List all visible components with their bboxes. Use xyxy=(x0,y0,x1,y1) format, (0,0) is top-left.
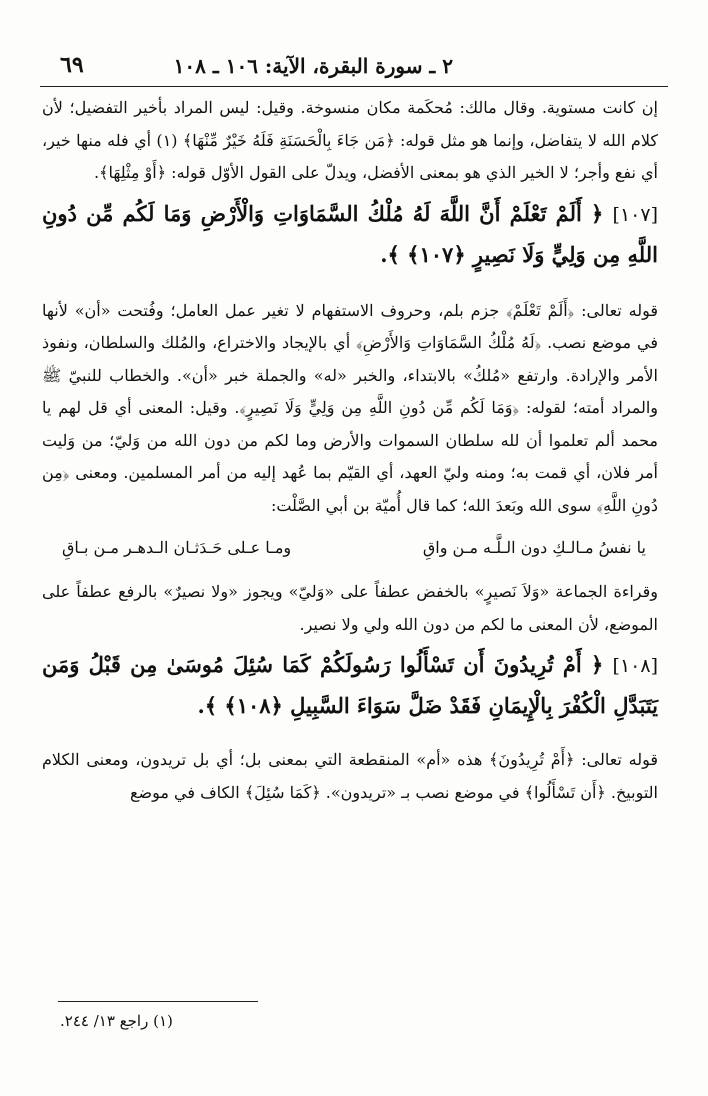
running-title: ٢ ـ سورة البقرة، الآية: ١٠٦ ـ ١٠٨ xyxy=(173,54,453,78)
page-header xyxy=(40,50,668,87)
paragraph-4: قوله تعالى: ﴿أَمْ تُرِيدُونَ﴾ هذه «أم» المنقطعة التي بمعنى بل؛ أي بل تريدون، ومعنى الكلام التوبيخ. ﴿أَن تَسْأَلُوا﴾ في موضع نصب بـ «تريدون». ﴿كَمَا سُئِلَ﴾ الكاف في موضع xyxy=(42,750,658,802)
poem-second-hemistich: ومـا عـلى حَـدَثـان الـدهـر مـن بـاقِ xyxy=(62,538,292,557)
paragraph-3: وقراءة الجماعة «وَلاَ نَصيرٍ» بالخفض عطفاً على «وَليّ» ويجوز «ولا نصيرٌ» بالرفع عطفاً على الموضع، لأن المعنى ما لكم من دون الله ولي ولا نصير. xyxy=(42,582,658,634)
verse-107-text: ﴿ أَلَمْ تَعْلَمْ أَنَّ اللَّهَ لَهُ مُلْكُ السَّمَاوَاتِ وَالْأَرْضِ وَمَا لَكُم مِّن دُونِ اللَّهِ مِن وَلِيٍّ وَلَا نَصِيرٍ ﴿١٠٧﴾ ﴾. xyxy=(42,200,658,267)
verse-108-text: ﴿ أَمْ تُرِيدُونَ أَن تَسْأَلُوا رَسُولَكُمْ كَمَا سُئِلَ مُوسَىٰ مِن قَبْلُ وَمَن يَتَبَدَّلِ الْكُفْرَ بِالْإِيمَانِ فَقَدْ ضَلَّ سَوَاءَ السَّبِيلِ ﴿١٠٨﴾ ﴾. xyxy=(42,652,658,718)
footnote: (١) راجع ١٣/ ٢٤٤. xyxy=(60,1012,173,1030)
paragraph-2: قوله تعالى: ﴿أَلَمْ تَعْلَمْ﴾ جزم بلم، وحروف الاستفهام لا تغير عمل العامل؛ وفُتحت «أن» لأنها في موضع نصب. ﴿لَهُ مُلْكُ السَّمَاوَاتِ وَالأَرْضِ﴾ أي بالإيجاد والاختراع، والمُلك والسلطان، ونفوذ الأمر والإرادة. وارتفع «مُلكُ» بالابتداء، والخبر «له» والجملة خبر «أن». والخطاب للنبيّ ﷺ والمراد أمته؛ لقوله: ﴿وَمَا لَكُم مِّن دُونِ اللَّهِ مِن وَلِيٍّ وَلَا نَصِيرٍ﴾. وقيل: المعنى أي قل لهم يا محمد ألم تعلموا أن لله سلطان السموات والأرض وما لكم من دون الله من وَليّ؛ من وَليت أمر فلان، أي قمت به؛ ومنه وليّ العهد، أي القيّم بما عُهد إليه من أمر المسلمين. ومعنى ﴿مِن دُونِ اللَّهِ﴾ سوى الله وبَعدَ الله؛ كما قال أُميّة بن أبي الصَّلْت: xyxy=(42,300,658,515)
footnote-divider xyxy=(58,1001,258,1002)
verse-108 xyxy=(42,645,658,726)
poem-first-hemistich: يا نفسُ مـالـكِ دون الـلَّـه مـن واقِ xyxy=(422,538,646,557)
verse-108-number: [١٠٨] xyxy=(612,655,658,677)
page-body xyxy=(42,92,658,809)
poem-verse xyxy=(42,522,658,576)
page-number: ٦٩ xyxy=(60,52,84,78)
verse-107-number: [١٠٧] xyxy=(612,203,658,226)
paragraph-1: إن كانت مستوية. وقال مالك: مُحكَمة مكان منسوخة. وقيل: ليس المراد بأخير التفضيل؛ لأن كلام الله لا يتفاضل، وإنما هو مثل قوله: ﴿مَن جَاءَ بِالْحَسَنَةِ فَلَهُ خَيْرٌ مِّنْهَا﴾ (١) أي فله منها خير، أي نفع وأجر؛ لا الخير الذي هو بمعنى الأفضل، ويدلّ على القول الأوّل قوله: ﴿أَوْ مِثْلِهَا﴾. xyxy=(42,98,659,182)
verse-107 xyxy=(42,194,658,275)
